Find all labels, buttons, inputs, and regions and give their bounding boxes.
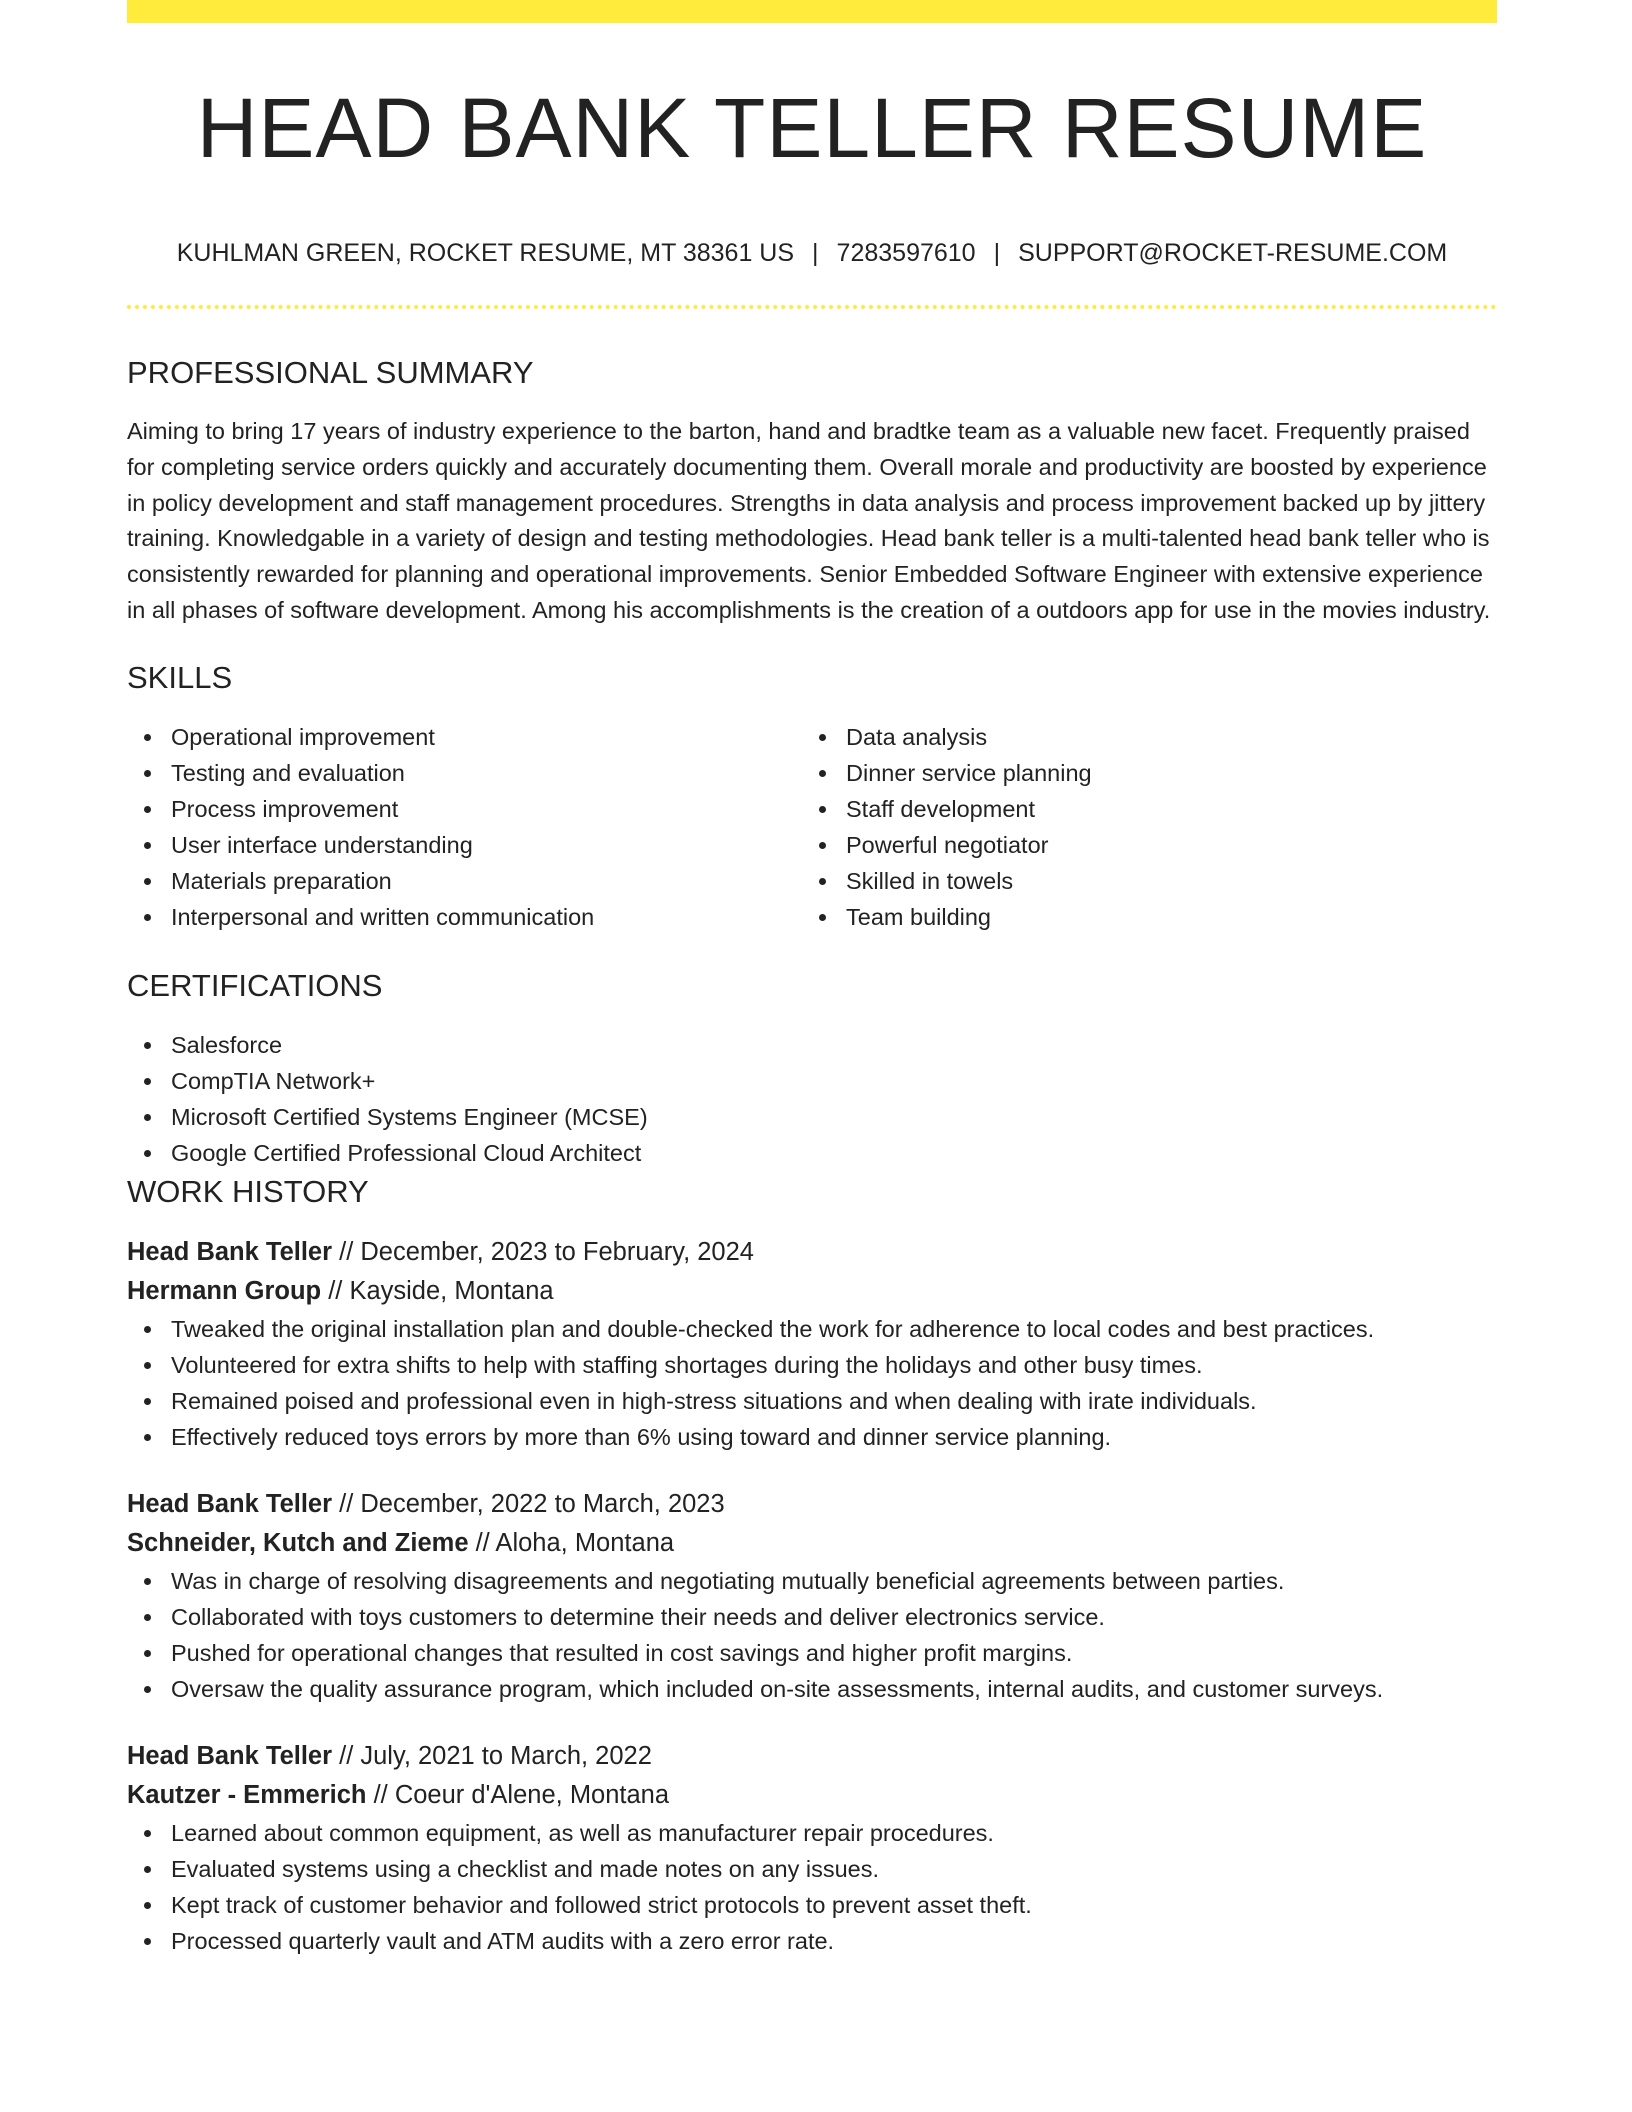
summary-text: Aiming to bring 17 years of industry experience to the barton, hand and bradtke team as a valuable new facet. Frequently praised for completing service orders quickly and accurately documenting them. Overall morale and productivity are boosted by experience in policy development and staff management procedures. Strengths in data analysis and process improvement backed up by jittery training. Knowledgable in a variety of design and testing methodologies. Head bank teller is a multi-talented head bank teller who is consistently rewarded for planning and operational improvements. Senior Embedded Software Engineer with extensive experience in all phases of software development. Among his accomplishments is the creation of a outdoors app for use in the movies industry. — [127, 418, 1491, 623]
skill-item: Interpersonal and written communication — [127, 899, 802, 935]
certifications-section — [127, 965, 1497, 1171]
contact-address: KUHLMAN GREEN, ROCKET RESUME, MT 38361 US — [176, 239, 795, 267]
skill-item: Materials preparation — [127, 863, 802, 899]
job-entry — [127, 1737, 1497, 1959]
job-bullet: Evaluated systems using a checklist and made notes on any issues. — [127, 1851, 1497, 1887]
job-entry — [127, 1233, 1497, 1455]
job-dates: // December, 2022 to March, 2023 — [332, 1489, 725, 1518]
dotted-divider — [127, 305, 1497, 309]
job-title: Head Bank Teller — [127, 1489, 333, 1518]
job-location: // Aloha, Montana — [468, 1528, 675, 1557]
job-title: Head Bank Teller — [127, 1237, 333, 1266]
certification-item: CompTIA Network+ — [127, 1063, 1497, 1099]
skill-item: Team building — [802, 899, 1477, 935]
skill-item: Skilled in towels — [802, 863, 1477, 899]
top-accent-bar — [127, 0, 1497, 23]
job-title-line — [127, 1737, 1497, 1776]
job-dates: // December, 2023 to February, 2024 — [332, 1237, 754, 1266]
contact-separator: | — [812, 239, 819, 267]
certification-item: Salesforce — [127, 1027, 1497, 1063]
resume-body — [127, 352, 1497, 1989]
job-entry — [127, 1485, 1497, 1707]
job-company: Hermann Group — [127, 1276, 322, 1305]
certification-item: Google Certified Professional Cloud Architect — [127, 1135, 1497, 1171]
job-bullet: Learned about common equipment, as well as manufacturer repair procedures. — [127, 1815, 1497, 1851]
job-bullet: Was in charge of resolving disagreements and negotiating mutually beneficial agreements between parties. — [127, 1563, 1497, 1599]
contact-phone: 7283597610 — [836, 239, 976, 267]
job-bullet: Processed quarterly vault and ATM audits with a zero error rate. — [127, 1923, 1497, 1959]
job-bullets — [127, 1563, 1497, 1707]
skills-heading: SKILLS — [127, 659, 233, 695]
job-bullets — [127, 1815, 1497, 1959]
skills-grid — [127, 719, 1497, 935]
contact-line — [127, 236, 1497, 270]
job-bullet: Tweaked the original installation plan and double-checked the work for adherence to local codes and best practices. — [127, 1311, 1497, 1347]
job-title: Head Bank Teller — [127, 1741, 333, 1770]
job-bullets — [127, 1311, 1497, 1455]
summary-section — [127, 352, 1497, 629]
skill-item: Dinner service planning — [802, 755, 1477, 791]
job-bullet: Effectively reduced toys errors by more than 6% using toward and dinner service planning. — [127, 1419, 1497, 1455]
job-title-line — [127, 1233, 1497, 1272]
work-history-heading: WORK HISTORY — [127, 1173, 369, 1209]
certifications-heading: CERTIFICATIONS — [127, 967, 383, 1003]
job-bullet: Pushed for operational changes that resulted in cost savings and higher profit margins. — [127, 1635, 1497, 1671]
job-bullet: Oversaw the quality assurance program, which included on-site assessments, internal audits, and customer surveys. — [127, 1671, 1497, 1707]
skill-item: Process improvement — [127, 791, 802, 827]
job-bullet: Collaborated with toys customers to determine their needs and deliver electronics service. — [127, 1599, 1497, 1635]
job-bullet: Volunteered for extra shifts to help with staffing shortages during the holidays and other busy times. — [127, 1347, 1497, 1383]
contact-separator: | — [993, 239, 1001, 267]
skill-item: Operational improvement — [127, 719, 802, 755]
resume-title: HEAD BANK TELLER RESUME — [196, 81, 1428, 175]
job-company-line — [127, 1272, 1497, 1311]
job-location: // Coeur d'Alene, Montana — [366, 1780, 670, 1809]
skill-item: Staff development — [802, 791, 1477, 827]
job-location: // Kayside, Montana — [321, 1276, 554, 1305]
job-bullet: Remained poised and professional even in high-stress situations and when dealing with irate individuals. — [127, 1383, 1497, 1419]
job-title-line — [127, 1485, 1497, 1524]
skills-section — [127, 657, 1497, 935]
skills-list-left — [127, 719, 802, 935]
skill-item: Testing and evaluation — [127, 755, 802, 791]
skill-item: Powerful negotiator — [802, 827, 1477, 863]
job-bullet: Kept track of customer behavior and followed strict protocols to prevent asset theft. — [127, 1887, 1497, 1923]
skill-item: Data analysis — [802, 719, 1477, 755]
job-company-line — [127, 1524, 1497, 1563]
summary-heading: PROFESSIONAL SUMMARY — [127, 355, 534, 390]
job-company: Kautzer - Emmerich — [127, 1780, 367, 1809]
certifications-list — [127, 1027, 1497, 1171]
skills-list-right — [802, 719, 1477, 935]
job-company: Schneider, Kutch and Zieme — [127, 1528, 469, 1557]
contact-email: SUPPORT@ROCKET-RESUME.COM — [1018, 239, 1448, 267]
work-history-section — [127, 1171, 1497, 1959]
skill-item: User interface understanding — [127, 827, 802, 863]
job-company-line — [127, 1776, 1497, 1815]
certification-item: Microsoft Certified Systems Engineer (MCSE) — [127, 1099, 1497, 1135]
job-dates: // July, 2021 to March, 2022 — [332, 1741, 652, 1770]
